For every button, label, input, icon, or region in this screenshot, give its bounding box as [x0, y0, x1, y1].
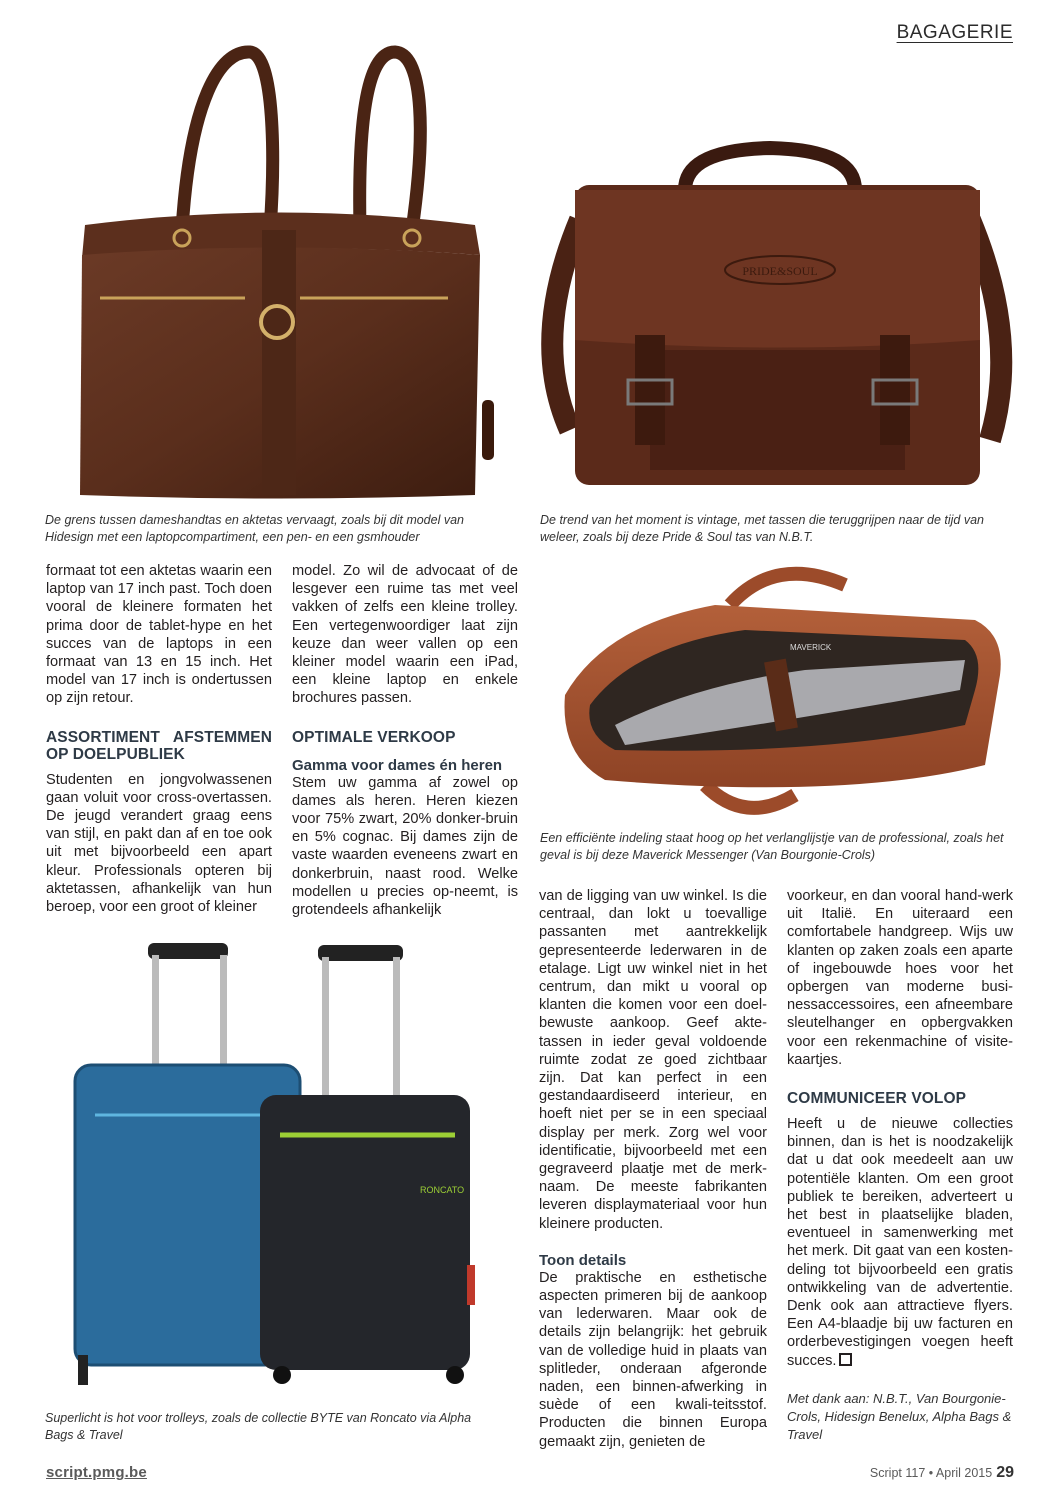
column-2 — [292, 562, 518, 919]
roncato-trolley-photo — [60, 935, 520, 1400]
col2-paragraph-1: model. Zo wil de advocaat of de lesgever een ruime tas met veel vakken of zelfs een kleine trolley. Een vertegenwoordiger laat zijn keuze dan weer vallen op een kleiner model waarin een iPad, een kleine laptop en enkele brochures passen. — [292, 563, 518, 707]
heading-assortiment: ASSORTIMENT AFSTEMMEN OP DOELPUBLIEK — [46, 728, 272, 763]
credits: Met dank aan: N.B.T., Van Bourgonie-Crols, Hidesign Benelux, Alpha Bags & Travel — [787, 1390, 1012, 1442]
col3-paragraph-2: De praktische en esthetische aspecten primeren bij de aankoop van lederwaren. Maar ook de details zijn belangrijk: het gebruik van de volledige huid in plaats van splitleder, onderaan afgeronde naden, een binnen-afwerking in suède of een kwali-teitsstof. Producten die binnen Europa gemaakt zijn, genieten de — [539, 1269, 767, 1450]
subheading-toon-details: Toon details — [539, 1251, 627, 1269]
column-4 — [787, 887, 1013, 1444]
footer-issue-text: Script 117 • April 2015 — [869, 1466, 993, 1480]
footer-site-link[interactable]: script.pmg.be — [46, 1464, 147, 1481]
col2-paragraph-2: Stem uw gamma af zowel op dames als heren. Heren kiezen voor 75% zwart, 20% donker-bruin en 5% cognac. Bij dames zijn de vaste waarden eveneens zwart en donkerbruin, naast rood. Welke modellen u precies op-neemt, is grotendeels afhankelijk — [292, 774, 518, 919]
caption-maverick: Een efficiënte indeling staat hoog op het verlanglijstje van de professional, zoals het geval is bij deze Maverick Messenger (Van Bourgonie-Crols) — [540, 831, 1004, 862]
col4-paragraph-2 — [787, 1115, 1013, 1370]
col4-paragraph-2-text: Heeft u de nieuwe collecties binnen, dan is het is noodzakelijk dat u dat ook meedeelt aan uw potentiële klanten. Om een groot publiek te bereiken, adverteert u het best in plaatselijke bladen, eventueel in samenwerking met het merk. Dit gaat van een kosten-deling tot bijvoorbeeld een gratis ontwikkeling van de advertentie. Denk ook aan attractieve flyers. Een A4-blaadje bij uw facturen en orderbevestigingen voegen heeft succes. — [787, 1116, 1013, 1369]
end-mark-icon — [839, 1353, 852, 1366]
hidesign-bag-photo — [70, 40, 500, 502]
heading-optimale-verkoop: OPTIMALE VERKOOP — [292, 728, 456, 746]
caption-hidesign: De grens tussen dameshandtas en aktetas vervaagt, zoals bij dit model van Hidesign met een laptopcompartiment, een pen- en een gsmhouder — [45, 513, 464, 544]
heading-communiceer-volop: COMMUNICEER VOLOP — [787, 1090, 967, 1108]
caption-roncato: Superlicht is hot voor trolleys, zoals de collectie BYTE van Roncato via Alpha Bags & Travel — [45, 1411, 472, 1442]
column-3 — [539, 887, 767, 1451]
maverick-tag-label: MAVERICK — [790, 643, 832, 652]
pride-soul-bag-photo — [540, 140, 1015, 500]
col3-paragraph-1: van de ligging van uw winkel. Is die centraal, dan lokt u toevallige passanten met aantrekkelijk gepresenteerde lederwaren in de etalage. Ligt uw winkel niet in het centrum, dan mikt u vooral op klanten die komen voor een doel-bewuste aankoop. Geef akte-tassen in ieder geval voldoende ruimte zodat ze goed zichtbaar zijn. Dat kan perfect in een gestandaardiseerd interieur, en hoeft niet per se in een speciaal display per merk. Zorg wel voor identificatie, bijvoorbeeld met een gegraveerd plaatje met de merk-naam. De meeste fabrikanten leveren displaymateriaal voor hun kleinere producten. — [539, 888, 767, 1232]
column-1 — [46, 562, 272, 916]
page-number: 29 — [996, 1464, 1014, 1481]
footer-issue — [870, 1464, 1014, 1482]
section-tag: BAGAGERIE — [896, 22, 1013, 43]
col4-paragraph-1: voorkeur, en dan vooral hand-werk uit Italië. En uiteraard een comfortabele handgreep. Wijs uw klanten op zaken zoals een aparte of ingebouwde hoes voor het opbergen van moderne busi-nessaccessoires, een afneembare sleutelhanger en opbergvakken voor een rekenmachine of visite-kaartjes. — [787, 888, 1013, 1068]
pride-soul-emboss: PRIDE&SOUL — [742, 264, 818, 278]
col1-paragraph-1: formaat tot een aktetas waarin een laptop van 17 inch past. Toch doen vooral de kleinere formaten het prima door de tablet-hype en het succes van de laptops in een formaat van 13 en 15 inch. Het model van 17 inch is ondertussen op zijn retour. — [46, 563, 272, 707]
caption-pride-soul: De trend van het moment is vintage, met tassen die teruggrijpen naar de tijd van weleer, zoals bij deze Pride & Soul tas van N.B.T. — [540, 513, 985, 544]
subheading-gamma: Gamma voor dames én heren — [292, 756, 503, 774]
col1-paragraph-2: Studenten en jongvolwassenen gaan voluit voor cross-overtassen. De jeugd verandert graag eens van stijl, en pakt dan af en toe ook uit met bijvoorbeeld een apart kleur. Professionals opteren bij aktetassen, afhankelijk van hun beroep, voor een groot of kleiner — [46, 771, 272, 916]
maverick-bag-photo — [545, 565, 1015, 820]
roncato-brand: RONCATO — [420, 1185, 465, 1195]
